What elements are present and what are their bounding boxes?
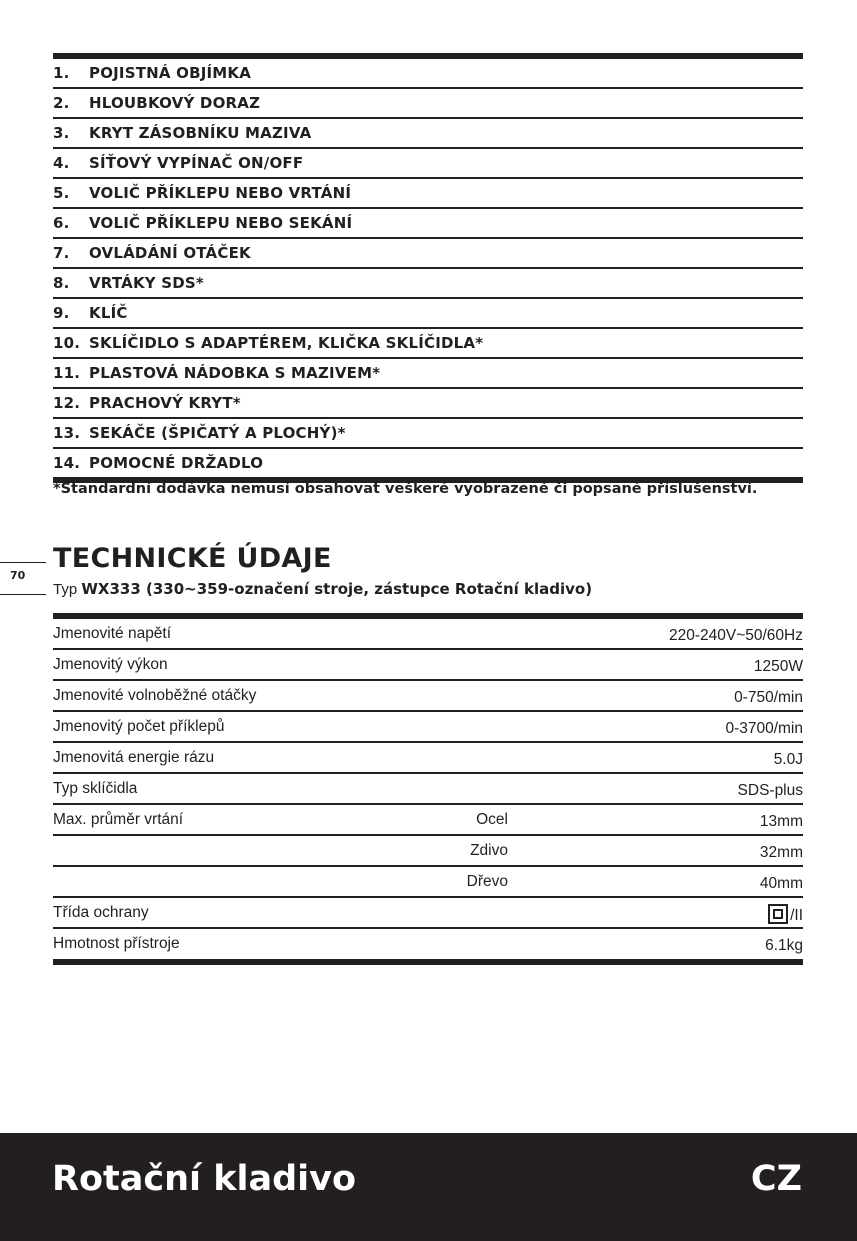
spec-material: Zdivo bbox=[470, 842, 508, 859]
table-row bbox=[53, 681, 803, 712]
part-number: 3. bbox=[53, 124, 70, 142]
spec-value: 40mm bbox=[759, 875, 803, 892]
table-row bbox=[53, 619, 803, 650]
part-number: 8. bbox=[53, 274, 70, 292]
part-label: POMOCNÉ DRŽADLO bbox=[89, 454, 264, 472]
part-number: 11. bbox=[53, 364, 81, 382]
spec-value: 13mm bbox=[759, 813, 803, 830]
list-item bbox=[53, 119, 803, 149]
table-row bbox=[53, 929, 803, 959]
spec-label: Max. průměr vrtání bbox=[53, 811, 184, 828]
page-number-rule-bottom bbox=[0, 594, 46, 595]
part-label: POJISTNÁ OBJÍMKA bbox=[89, 64, 252, 82]
table-row bbox=[53, 774, 803, 805]
spec-value: 220-240V~50/60Hz bbox=[668, 627, 803, 644]
part-label: PRACHOVÝ KRYT* bbox=[89, 394, 241, 412]
parts-list bbox=[53, 53, 803, 483]
part-number: 4. bbox=[53, 154, 70, 172]
spec-label: Jmenovité volnoběžné otáčky bbox=[53, 687, 257, 704]
spec-label: Třída ochrany bbox=[53, 904, 149, 921]
part-label: SEKÁČE (ŠPIČATÝ A PLOCHÝ)* bbox=[89, 424, 346, 442]
accessories-footnote: *Standardní dodávka nemusí obsahovat veškeré vyobrazené či popsané příslušenství. bbox=[53, 481, 758, 497]
section-title: TECHNICKÉ ÚDAJE bbox=[53, 543, 332, 574]
list-item bbox=[53, 329, 803, 359]
footer-banner bbox=[0, 1133, 857, 1241]
part-number: 12. bbox=[53, 394, 81, 412]
spec-label: Typ sklíčidla bbox=[53, 780, 138, 797]
table-row bbox=[53, 898, 803, 929]
table-row bbox=[53, 867, 803, 898]
list-item bbox=[53, 269, 803, 299]
page-number: 70 bbox=[10, 569, 26, 582]
type-line bbox=[53, 580, 592, 598]
part-number: 2. bbox=[53, 94, 70, 112]
spec-value: SDS-plus bbox=[737, 782, 803, 799]
spec-value: 6.1kg bbox=[765, 937, 803, 954]
part-label: KLÍČ bbox=[89, 304, 128, 322]
part-label: VOLIČ PŘÍKLEPU NEBO SEKÁNÍ bbox=[89, 214, 353, 232]
table-row bbox=[53, 743, 803, 774]
list-item bbox=[53, 59, 803, 89]
spec-label: Jmenovitý počet příklepů bbox=[53, 718, 225, 735]
list-item bbox=[53, 389, 803, 419]
part-number: 9. bbox=[53, 304, 70, 322]
part-label: SKLÍČIDLO S ADAPTÉREM, KLIČKA SKLÍČIDLA* bbox=[89, 334, 484, 352]
list-item bbox=[53, 239, 803, 269]
list-item bbox=[53, 209, 803, 239]
type-model: WX333 (330~359-označení stroje, zástupce Rotační kladivo) bbox=[81, 580, 593, 598]
list-item bbox=[53, 89, 803, 119]
part-label: VOLIČ PŘÍKLEPU NEBO VRTÁNÍ bbox=[89, 184, 352, 202]
spec-value bbox=[768, 906, 803, 926]
table-row bbox=[53, 836, 803, 867]
spec-value: 0-750/min bbox=[734, 689, 803, 706]
part-label: PLASTOVÁ NÁDOBKA S MAZIVEM* bbox=[89, 364, 381, 382]
spec-material: Ocel bbox=[476, 811, 508, 828]
spec-value: 0-3700/min bbox=[725, 720, 803, 737]
part-number: 14. bbox=[53, 454, 81, 472]
list-item bbox=[53, 299, 803, 329]
part-label: HLOUBKOVÝ DORAZ bbox=[89, 94, 261, 112]
table-row bbox=[53, 712, 803, 743]
spec-label: Jmenovité napětí bbox=[53, 625, 172, 642]
spec-label: Jmenovitá energie rázu bbox=[53, 749, 215, 766]
type-prefix: Typ bbox=[53, 581, 78, 598]
spec-value: 32mm bbox=[759, 844, 803, 861]
part-number: 5. bbox=[53, 184, 70, 202]
part-number: 7. bbox=[53, 244, 70, 262]
part-number: 6. bbox=[53, 214, 70, 232]
list-item bbox=[53, 359, 803, 389]
list-item bbox=[53, 149, 803, 179]
spec-label: Jmenovitý výkon bbox=[53, 656, 168, 673]
part-label: OVLÁDÁNÍ OTÁČEK bbox=[89, 244, 251, 262]
part-label: KRYT ZÁSOBNÍKU MAZIVA bbox=[89, 124, 312, 142]
part-label: VRTÁKY SDS* bbox=[89, 274, 204, 292]
part-number: 10. bbox=[53, 334, 81, 352]
page-number-rule-top bbox=[0, 562, 46, 563]
list-item bbox=[53, 179, 803, 209]
spec-value: 5.0J bbox=[773, 751, 803, 768]
double-insulation-icon bbox=[768, 904, 788, 924]
spec-value: 1250W bbox=[753, 658, 803, 675]
spec-material: Dřevo bbox=[466, 873, 508, 890]
part-number: 1. bbox=[53, 64, 70, 82]
list-item bbox=[53, 419, 803, 449]
table-row bbox=[53, 650, 803, 681]
spec-label: Hmotnost přístroje bbox=[53, 935, 180, 952]
specs-table bbox=[53, 613, 803, 965]
list-item bbox=[53, 449, 803, 477]
table-row bbox=[53, 805, 803, 836]
part-label: SÍŤOVÝ VYPÍNAČ ON/OFF bbox=[89, 154, 304, 172]
part-number: 13. bbox=[53, 424, 81, 442]
footer-title: Rotační kladivo bbox=[52, 1159, 356, 1199]
protection-class-value: /II bbox=[790, 907, 803, 924]
language-code: CZ bbox=[750, 1159, 802, 1199]
